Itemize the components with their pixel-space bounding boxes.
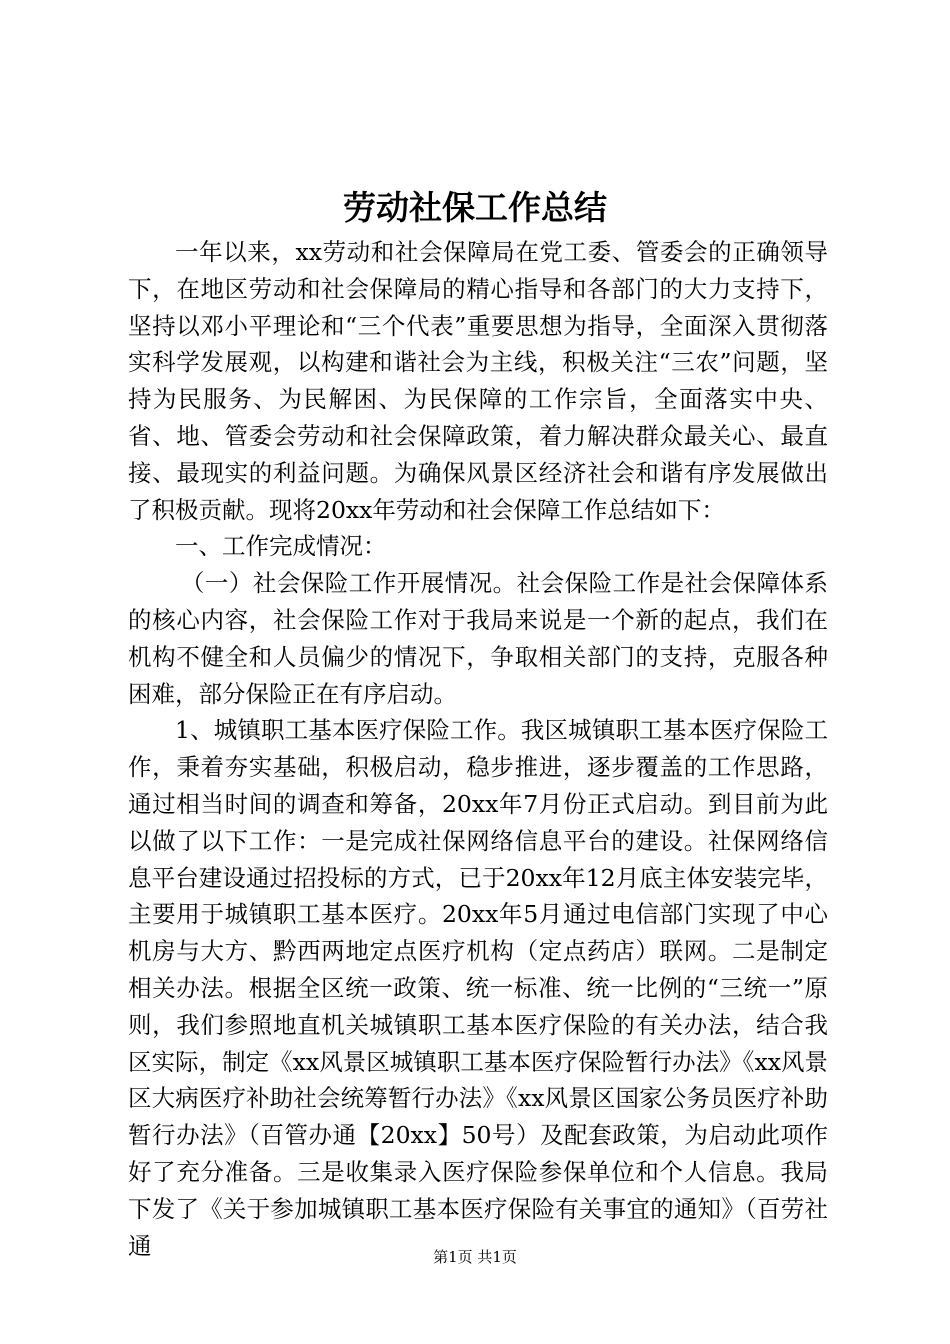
page-footer: 第1页 共1页 (433, 1248, 517, 1266)
paragraph-section-heading: 一、工作完成情况： (175, 532, 387, 561)
paragraph-medical-insurance: 1、城镇职工基本医疗保险工作。我区城镇职工基本医疗保险工作，秉着夯实基础，积极启动，稳步推进，逐步覆盖的工作思路，通过相当时间的调查和筹备，20xx年7月份正式启动。到目前为此以做了以下工作：一是完成社保网络信息平台的建设。社保网络信息平台建设通过招投标的方式，已于20xx年12月底主体安装完毕，主要用于城镇职工基本医疗。20xx年5月通过电信部门实现了中心机房与大方、黔西两地定点医疗机构（定点药店）联网。二是制定相关办法。根据全区统一政策、统一标准、统一比例的“三统一”原则，我们参照地直机关城镇职工基本医疗保险的有关办法，结合我区实际，制定《xx风景区城镇职工基本医疗保险暂行办法》《xx风景区大病医疗补助社会统筹暂行办法》《xx风景区国家公务员医疗补助暂行办法》（百管办通【20xx】50号）及配套政策，为启动此项作好了充分准备。三是收集录入医疗保险参保单位和个人信息。我局下发了《关于参加城镇职工基本医疗保险有关事宜的通知》（百劳社通 (128, 716, 828, 1260)
document-title: 劳动社保工作总结 (343, 188, 607, 227)
paragraph-social-insurance: （一）社会保险工作开展情况。社会保险工作是社会保障体系的核心内容，社会保险工作对于我局来说是一个新的起点，我们在机构不健全和人员偏少的情况下，争取相关部门的支持，克服各种困难，部分保险正在有序启动。 (128, 569, 828, 708)
document-body (128, 234, 828, 1264)
paragraph-intro: 一年以来，xx劳动和社会保障局在党工委、管委会的正确领导下，在地区劳动和社会保障局的精心指导和各部门的大力支持下，坚持以邓小平理论和“三个代表”重要思想为指导，全面深入贯彻落实科学发展观，以构建和谐社会为主线，积极关注“三农”问题，坚持为民服务、为民解困、为民保障的工作宗旨，全面落实中央、省、地、管委会劳动和社会保障政策，着力解决群众最关心、最直接、最现实的利益问题。为确保风景区经济社会和谐有序发展做出了积极贡献。现将20xx年劳动和社会保障工作总结如下： (128, 238, 828, 524)
